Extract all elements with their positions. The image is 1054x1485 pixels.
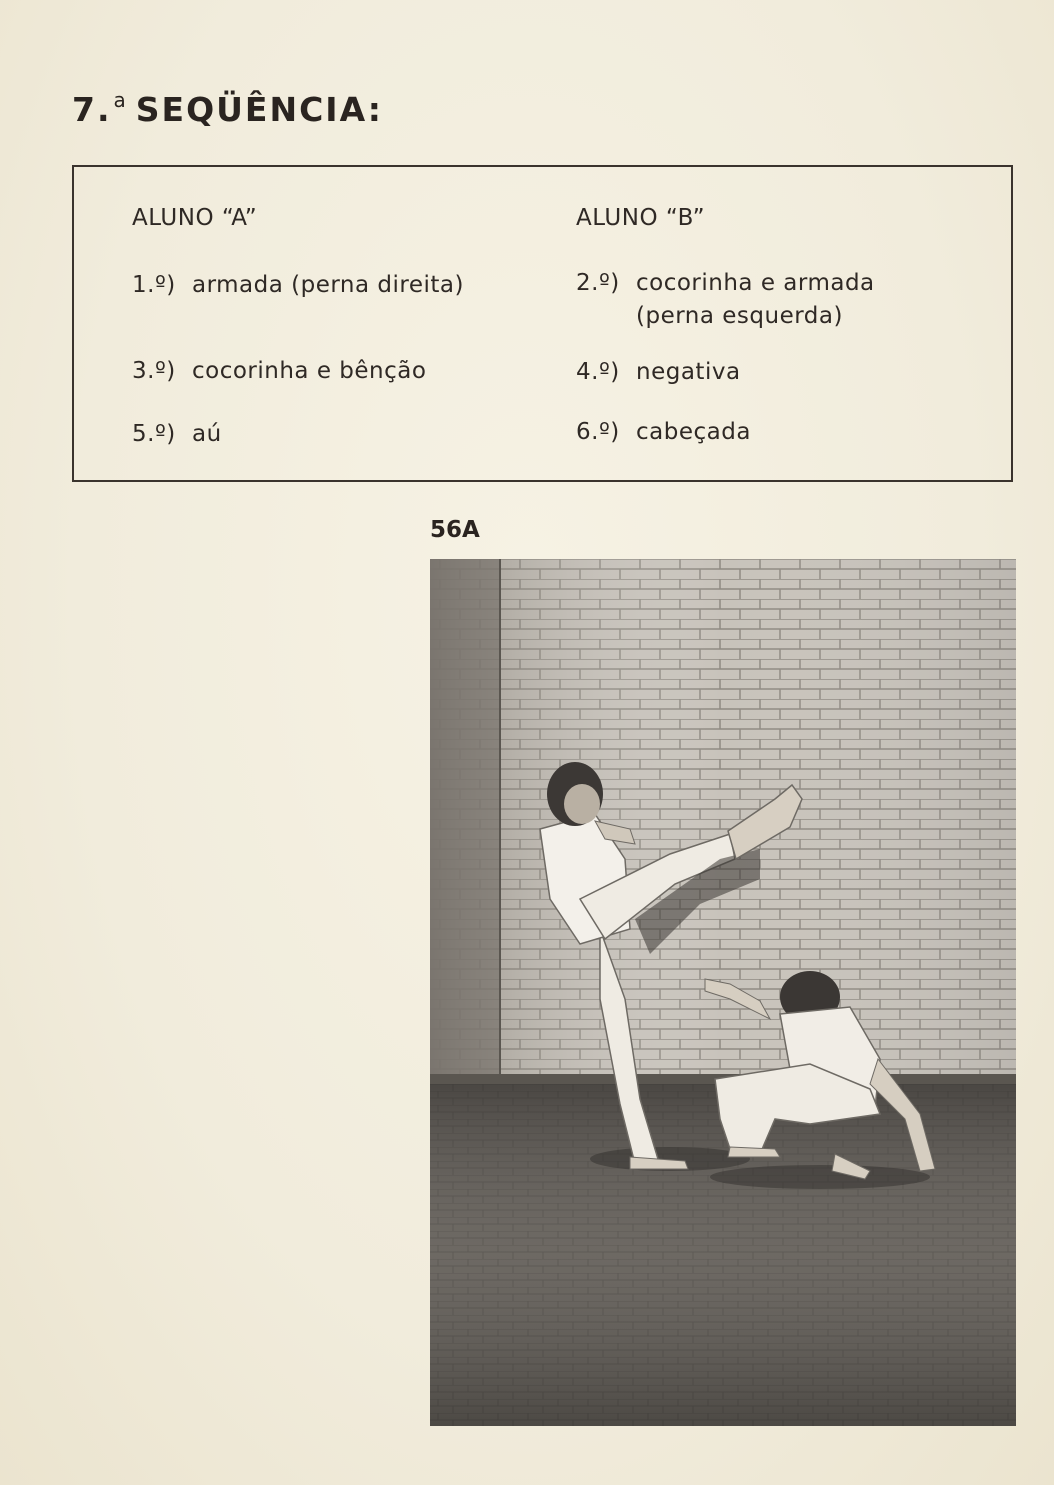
step-item: [132, 355, 426, 388]
step-number: 5.º): [132, 421, 176, 447]
step-text: cabeçada: [636, 419, 751, 445]
step-number: 1.º): [132, 272, 176, 298]
step-number: 3.º): [132, 358, 176, 384]
student-a-title: ALUNO “A”: [132, 205, 258, 231]
step-number: 4.º): [576, 359, 620, 385]
step-number: 2.º): [576, 270, 620, 296]
step-text: cocorinha e bênção: [192, 358, 427, 384]
step-item: [576, 267, 875, 333]
step-text: aú: [192, 421, 222, 447]
step-item: [576, 356, 741, 389]
student-b-title: ALUNO “B”: [576, 205, 706, 231]
step-text: armada (perna direita): [192, 272, 464, 298]
step-item: [576, 416, 751, 449]
step-text-continued: (perna esquerda): [636, 303, 843, 329]
heading-title: SEQÜÊNCIA:: [135, 90, 383, 129]
sequence-table: [72, 165, 1013, 482]
sequence-heading: [72, 88, 383, 129]
heading-number: 7.: [72, 90, 112, 129]
photo-illustration: [430, 559, 1016, 1426]
step-item: [132, 269, 464, 302]
step-number: 6.º): [576, 419, 620, 445]
heading-ordinal: a: [113, 88, 128, 112]
capoeira-photo: [430, 559, 1016, 1426]
step-text: negativa: [636, 359, 741, 385]
step-text: cocorinha e armada: [636, 270, 875, 296]
step-item: [132, 418, 222, 451]
figure-label: 56A: [430, 517, 480, 543]
